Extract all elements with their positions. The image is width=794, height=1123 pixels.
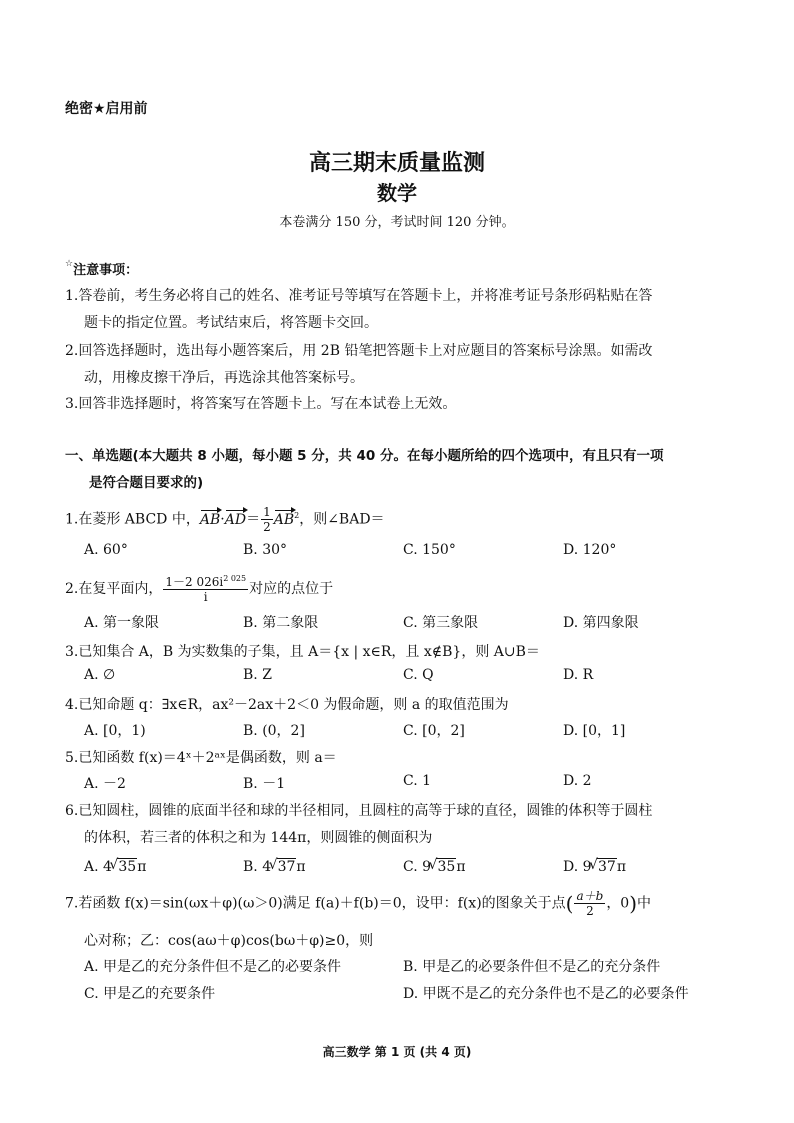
q2-option-b: B. 第二象限 <box>243 615 319 631</box>
q1-option-a: A. 60° <box>84 542 128 558</box>
q3-option-a: A. ∅ <box>84 667 116 683</box>
question-7: 7.若函数 f(x)＝sin(ωx＋φ)(ω＞0)满足 f(a)＋f(b)＝0，设甲：f(x)的图象关于点( $\frac{a+b}{2}$ ，0)中 <box>65 889 652 918</box>
q4-option-c: C. [0，2] <box>403 723 465 739</box>
notice-item-1-cont: 题卡的指定位置。考试结束后，将答题卡交回。 <box>84 315 378 331</box>
q5-option-c: C. 1 <box>403 773 432 789</box>
page-footer: 高三数学 第 1 页 (共 4 页) <box>322 1045 472 1059</box>
q5-option-a: A. －2 <box>84 776 126 792</box>
q2-option-c: C. 第三象限 <box>403 615 479 631</box>
question-6-cont: 的体积，若三者的体积之和为 144π，则圆锥的侧面积为 <box>84 830 433 846</box>
q1-option-c: C. 150° <box>403 542 456 558</box>
q4-option-a: A. [0，1) <box>84 723 146 739</box>
q3-option-d: D. R <box>563 667 594 683</box>
q4-option-b: B. (0，2] <box>243 723 305 739</box>
q2-option-a: A. 第一象限 <box>84 615 160 631</box>
q7-option-d: D. 甲既不是乙的充分条件也不是乙的必要条件 <box>403 986 689 1002</box>
section-heading: 一、单选题(本大题共 8 小题，每小题 5 分，共 40 分。在每小题所给的四个选项中，有且只有一项 <box>65 448 664 464</box>
q7-option-b: B. 甲是乙的必要条件但不是乙的充分条件 <box>403 959 661 975</box>
star-icon: ☆ <box>65 259 74 269</box>
q2-fraction: $\frac{1-2 026i^{2 025}}{i}$ <box>165 574 247 604</box>
vector-ad: AD <box>224 511 247 528</box>
subject-title: 数学 <box>377 181 417 205</box>
exam-subtitle: 本卷满分 150 分，考试时间 120 分钟。 <box>279 215 515 230</box>
q7-option-c: C. 甲是乙的充要条件 <box>84 986 216 1002</box>
secret-label: 绝密★启用前 <box>65 101 148 117</box>
q6-option-a: A. 4 √ 35π <box>84 858 146 875</box>
question-6: 6.已知圆柱，圆锥的底面半径和球的半径相同，且圆柱的高等于球的直径，圆锥的体积等于圆柱 <box>65 803 653 819</box>
notice-item-3: 3.回答非选择题时，将答案写在答题卡上。写在本试卷上无效。 <box>65 396 457 412</box>
question-5: 5.已知函数 f(x)＝4ˣ＋2ᵃˣ是偶函数，则 a＝ <box>65 750 337 766</box>
question-4: 4.已知命题 q：∃x∈R，ax²－2ax＋2＜0 为假命题，则 a 的取值范围为 <box>65 697 509 713</box>
vector-ab-sq: AB <box>273 511 295 528</box>
q5-option-d: D. 2 <box>563 773 592 789</box>
notice-item-2-cont: 动，用橡皮擦干净后，再选涂其他答案标号。 <box>84 370 364 386</box>
section-heading-cont: 是符合题目要求的) <box>89 475 204 491</box>
q7-fraction: $\frac{a+b}{2}$ <box>576 889 604 918</box>
q6-option-b: B. 4 √ 37π <box>243 858 306 875</box>
q6-option-d: D. 9 √ 37π <box>563 858 626 875</box>
notice-item-1: 1.答卷前，考生务必将自己的姓名、准考证号等填写在答题卡上，并将准考证号条形码粘贴在答 <box>65 288 653 304</box>
q1-option-b: B. 30° <box>243 542 288 558</box>
question-2: 2.在复平面内， $\frac{1-2 026i^{2 025}}{i}$ 对应的点位于 <box>65 574 334 604</box>
q7-option-a: A. 甲是乙的充分条件但不是乙的必要条件 <box>84 959 342 975</box>
q6-option-c: C. 9 √ 35π <box>403 858 466 875</box>
notice-item-2: 2.回答选择题时，选出每小题答案后，用 2B 铅笔把答题卡上对应题目的答案标号涂黑。如需改 <box>65 343 653 359</box>
question-3: 3.已知集合 A，B 为实数集的子集，且 A＝{x | x∈R，且 x∉B}，则 A∪B＝ <box>65 644 540 660</box>
vector-ab: AB <box>199 511 221 528</box>
q3-option-c: C. Q <box>403 667 434 683</box>
q4-option-d: D. [0，1] <box>563 723 626 739</box>
notice-heading: ☆注意事项： <box>65 259 139 278</box>
q2-option-d: D. 第四象限 <box>563 615 639 631</box>
fraction-half: $\frac{1}{2}$ <box>263 505 271 534</box>
q3-option-b: B. Z <box>243 667 272 683</box>
question-7-cont: 心对称；乙：cos(aω＋φ)cos(bω＋φ)≥0，则 <box>84 933 374 949</box>
page-title: 高三期末质量监测 <box>308 151 485 176</box>
q5-option-b: B. －1 <box>243 776 286 792</box>
question-1: 1.在菱形 ABCD 中，AB·AD＝ $\frac{1}{2}$ $AB^2$，则∠BAD＝ <box>65 505 385 534</box>
q1-option-d: D. 120° <box>563 542 617 558</box>
